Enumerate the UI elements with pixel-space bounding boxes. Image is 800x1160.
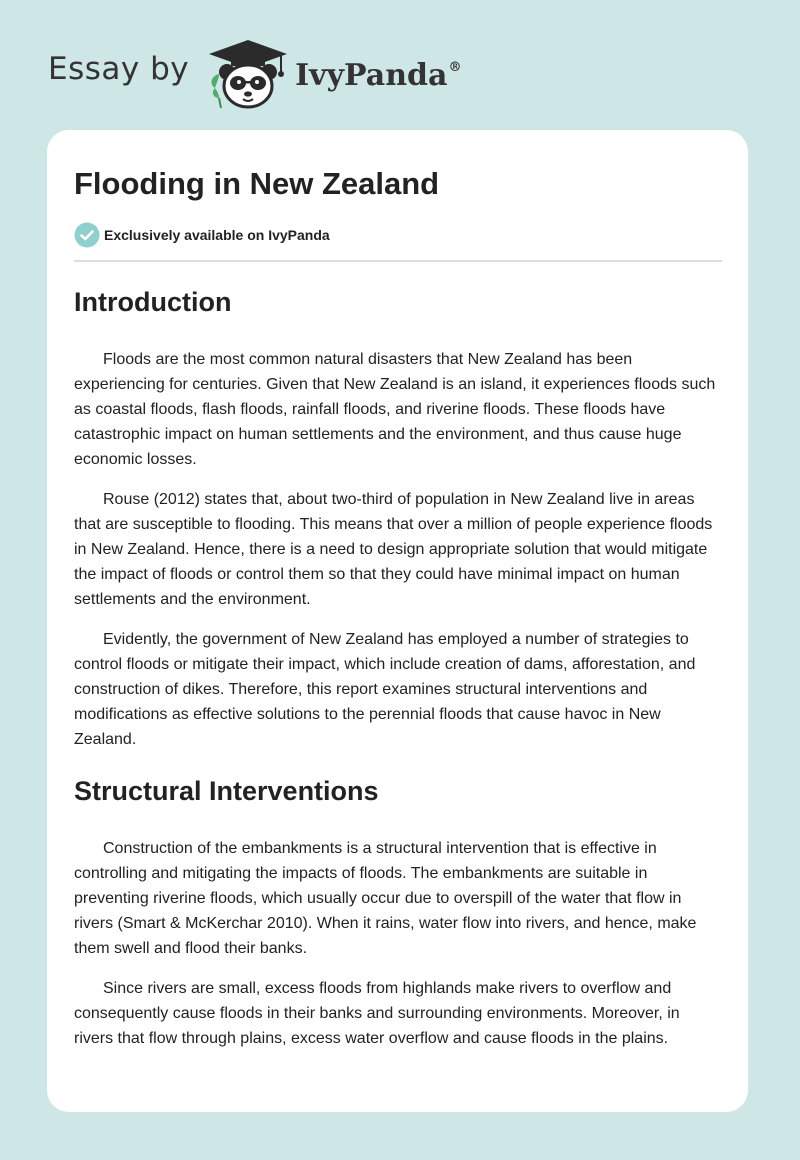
panda-graduate-logo-icon[interactable] [205, 36, 291, 110]
exclusive-badge-text: Exclusively available on IvyPanda [104, 227, 330, 243]
paragraph: Construction of the embankments is a structural intervention that is effective in controlling and mitigating the impacts of floods. The embankments are suitable in preventing riverine floods, which usually occur due to overspill of the water that flow in rivers (Smart & McKerchar 2010). When it rains, water flow into rivers, and hence, make them swell and flood their banks. [74, 840, 697, 957]
brand-name[interactable] [295, 58, 461, 93]
paragraph: Since rivers are small, excess floods from highlands make rivers to overflow and consequently cause floods in their banks and surrounding environments. Moreover, in rivers that flow through plains, excess water overflow and cause floods in the plains. [74, 980, 680, 1047]
brand-text: IvyPanda [295, 57, 448, 93]
article-card [47, 130, 748, 1112]
section-structural-interventions [74, 774, 722, 1051]
site-header [48, 36, 461, 110]
section-heading: Introduction [74, 287, 232, 317]
check-circle-icon [74, 222, 100, 248]
section-introduction [74, 285, 722, 752]
article-title: Flooding in New Zealand [74, 166, 440, 201]
paragraph: Rouse (2012) states that, about two-third of population in New Zealand live in areas that are susceptible to flooding. This means that over a million of people experience floods in New Zealand. Hence, there is a need to design appropriate solution that would mitigate the impact of floods or control them so that they could have minimal impact on human settlements and the environment. [74, 491, 713, 608]
essay-by-label: Essay by [48, 51, 190, 87]
exclusive-badge [74, 221, 722, 249]
paragraph: Evidently, the government of New Zealand has employed a number of strategies to control floods or mitigate their impact, which include creation of dams, afforestation, and construction of dikes. Therefore, this report examines structural interventions and modifications as effective solutions to the perennial floods that cause havoc in New Zealand. [74, 631, 696, 748]
section-heading: Structural Interventions [74, 776, 379, 806]
title-divider [74, 260, 722, 262]
paragraph: Floods are the most common natural disasters that New Zealand has been experiencing for centuries. Given that New Zealand is an island, it experiences floods such as coastal floods, flash floods, rainfall floods, and riverine floods. These floods have catastrophic impact on human settlements and the environment, and thus cause huge economic losses. [74, 351, 716, 468]
registered-mark: ® [448, 59, 462, 75]
